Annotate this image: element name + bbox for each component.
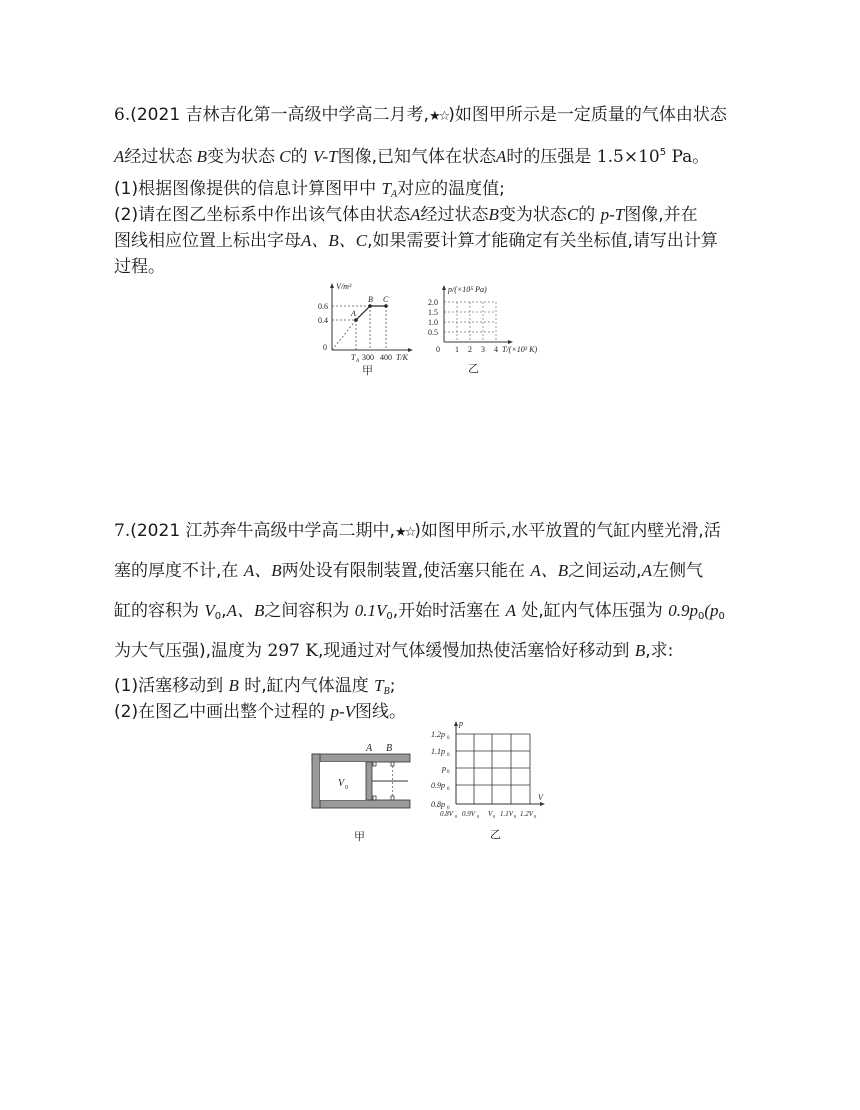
y-tick-10: 1.0 [428,318,438,327]
difficulty-stars-icon: ★☆ [394,525,415,540]
y-axis-label: V/m³ [336,282,352,291]
origin-label: 0 [323,343,327,352]
q6-part-2-end: 过程。 [114,257,165,277]
q7-number: 7. [114,521,131,541]
q7-part-1: (1)活塞移动到 B 时,缸内气体温度 $T_B$; [114,676,396,697]
y-tick-12: 1.2p [431,730,445,739]
label-b: B [386,743,393,754]
x-axis-label: V [538,793,543,802]
x-axis-arrow-icon [540,802,545,806]
x-tick-2: 2 [468,345,472,354]
svg-text:0: 0 [447,753,450,758]
figure-caption-yi: 乙 [468,362,479,375]
q7-line-4: 为大气压强),温度为 297 K,现通过对气体缓慢加热使活塞恰好移动到 B,求: [114,641,674,661]
q7-figure-yi-pv-grid [428,718,558,843]
x-tick-12: 1.2V [520,810,534,818]
svg-text:0: 0 [447,787,450,792]
grid-lines [456,734,530,804]
y-tick-15: 1.5 [428,308,438,317]
x-tick-4: 4 [494,345,498,354]
q7-part-2: (2)在图乙中画出整个过程的 p-V图线。 [114,702,407,722]
q6-part-2-cont: 图线相应位置上标出字母A、B、C,如果需要计算才能确定有关坐标值,请写出计算 [114,231,718,251]
q7-line-2: 塞的厚度不计,在 A、B两处设有限制装置,使活塞只能在 A、B之间运动,A左侧气 [114,561,703,581]
point-b-label: B [368,295,373,304]
q6-part-1: (1)根据图像提供的信息计算图甲中 $T_A$对应的温度值; [114,179,505,200]
y-tick-11: 1.1p [431,747,445,756]
y-tick-10: p [442,764,446,773]
svg-text:0: 0 [514,814,517,819]
svg-text:0: 0 [477,814,480,819]
segment-ab [356,306,370,320]
x-tick-09: 0.9V [462,810,476,818]
y-axis-arrow-icon [330,283,334,288]
q7-line-3: 缸的容积为 $V_0,A$、B之间容积为 $0.1V_0$,开始时活塞在 A 处,缸内气体压强为 $0.9p_0(p_0$ [114,601,725,622]
svg-text:0: 0 [447,736,450,741]
svg-text:0: 0 [493,814,496,819]
figure-caption-jia: 甲 [354,830,365,843]
q6-line-2: A经过状态 B变为状态 C的 V-T图像,已知气体在状态A时的压强是 $1.5\times 10^5$ Pa。 [114,147,710,167]
svg-text:0: 0 [447,770,450,775]
label-v0-sub: 0 [345,785,348,791]
label-a: A [366,743,373,754]
grid-lines [444,302,496,342]
label-v0: V [338,778,345,789]
point-a-label: A [351,309,356,318]
figure-caption-jia: 甲 [362,364,373,377]
figure-caption-yi: 乙 [490,828,501,841]
svg-text:0: 0 [455,814,458,819]
y-tick-05: 0.5 [428,328,438,337]
x-axis-arrow-icon [508,340,513,344]
x-tick-08: 0.8V [440,810,454,818]
x-tick-3: 3 [481,345,485,354]
y-tick-06: 0.6 [318,302,328,311]
q7-source: (2021 江苏奔牛高级中学高二期中, [130,521,395,541]
q6-source: (2021 吉林吉化第一高级中学高二月考, [130,105,429,125]
q6-figure-yi-pt-grid [426,282,551,377]
q7-figure-jia-cylinder [300,740,420,845]
y-axis-label: p/(×10⁵ Pa) [448,285,487,294]
x-tick-300: 300 [362,353,374,362]
y-tick-20: 2.0 [428,298,438,307]
svg-text:0: 0 [447,806,450,811]
x-tick-11: 1.1V [500,810,514,818]
q6-part-2: (2)请在图乙坐标系中作出该气体由状态A经过状态B变为状态C的 p-T图像,并在 [114,205,698,225]
point-c [384,304,388,308]
y-tick-08: 0.8p [431,800,445,809]
x-axis-label: T/(×10² K) [502,345,538,354]
x-tick-ta: T [351,353,356,362]
origin-label: 0 [436,345,440,354]
y-tick-04: 0.4 [318,316,328,325]
point-b [368,304,372,308]
q7-line-1: 7.(2021 江苏奔牛高级中学高二期中,★☆)如图甲所示,水平放置的气缸内壁光滑,活 [114,521,721,541]
x-tick-1: 1 [455,345,459,354]
svg-text:0: 0 [534,814,537,819]
difficulty-stars-icon: ★☆ [428,109,449,124]
y-tick-09: 0.9p [431,781,445,790]
x-axis-arrow-icon [408,348,413,352]
x-tick-ta-sub: A [356,359,360,364]
y-axis-arrow-icon [454,721,458,726]
x-tick-10: V [488,810,493,818]
point-c-label: C [383,295,389,304]
x-tick-400: 400 [380,353,392,362]
q6-figure-jia-vt-graph [318,282,418,377]
y-axis-label: p [459,719,463,728]
q6-line-1: 6.(2021 吉林吉化第一高级中学高二月考,★☆)如图甲所示是一定质量的气体由状态 [114,105,727,125]
piston [366,762,372,800]
y-axis-arrow-icon [442,285,446,290]
point-a [354,318,358,322]
x-axis-label: T/K [396,353,409,362]
q6-number: 6. [114,105,131,125]
